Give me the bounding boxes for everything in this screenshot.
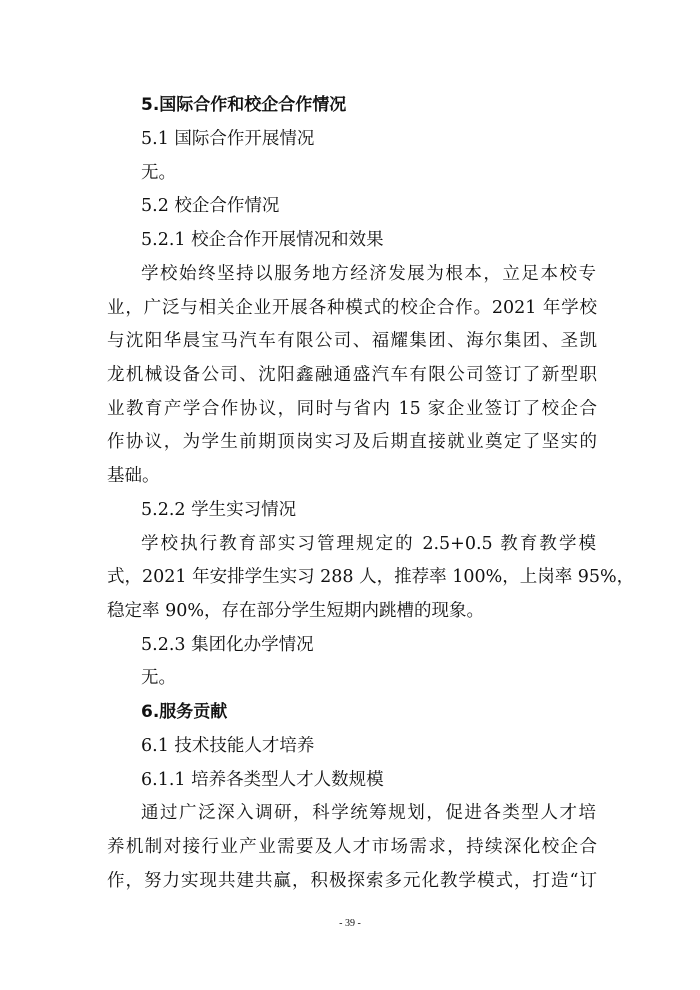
section-5-2-heading: 5.2 校企合作情况 — [141, 196, 280, 216]
paragraph-line: 与沈阳华晨宝马汽车有限公司、福耀集团、海尔集团、圣凯 — [107, 331, 597, 351]
section-5-1-text: 无。 — [141, 163, 176, 183]
paragraph-line: 作，努力实现共建共赢，积极探索多元化教学模式，打造“订 — [107, 871, 597, 891]
section-5-1-heading: 5.1 国际合作开展情况 — [141, 129, 315, 149]
section-5-2-1-heading: 5.2.1 校企合作开展情况和效果 — [141, 230, 384, 250]
paragraph-line: 作协议，为学生前期顶岗实习及后期直接就业奠定了坚实的 — [107, 432, 597, 452]
paragraph-line: 养机制对接行业产业需要及人才市场需求，持续深化校企合 — [107, 837, 597, 857]
paragraph-line: 基础。 — [107, 466, 160, 486]
page-number: - 39 - — [339, 918, 361, 929]
paragraph-line: 学校执行教育部实习管理规定的 2.5+0.5 教育教学模 — [141, 534, 596, 554]
paragraph-line: 龙机械设备公司、沈阳鑫融通盛汽车有限公司签订了新型职 — [107, 365, 597, 385]
paragraph-line: 业，广泛与相关企业开展各种模式的校企合作。2021 年学校 — [107, 298, 597, 318]
section-6-heading: 6.服务贡献 — [141, 702, 228, 722]
section-5-2-3-text: 无。 — [141, 668, 176, 688]
paragraph-line: 学校始终坚持以服务地方经济发展为根本，立足本校专 — [141, 264, 596, 284]
section-5-2-2-heading: 5.2.2 学生实习情况 — [141, 500, 297, 520]
section-5-heading: 5.国际合作和校企合作情况 — [141, 95, 347, 115]
paragraph-line: 式，2021 年安排学生实习 288 人，推荐率 100%，上岗率 95%， — [107, 567, 635, 587]
section-6-1-heading: 6.1 技术技能人才培养 — [141, 736, 315, 756]
section-6-1-1-heading: 6.1.1 培养各类型人才人数规模 — [141, 770, 384, 790]
paragraph-line: 业教育产学合作协议，同时与省内 15 家企业签订了校企合 — [107, 399, 597, 419]
section-5-2-3-heading: 5.2.3 集团化办学情况 — [141, 635, 314, 655]
paragraph-line: 通过广泛深入调研，科学统筹规划，促进各类型人才培 — [141, 803, 596, 823]
paragraph-line: 稳定率 90%，存在部分学生短期内跳槽的现象。 — [107, 601, 484, 621]
